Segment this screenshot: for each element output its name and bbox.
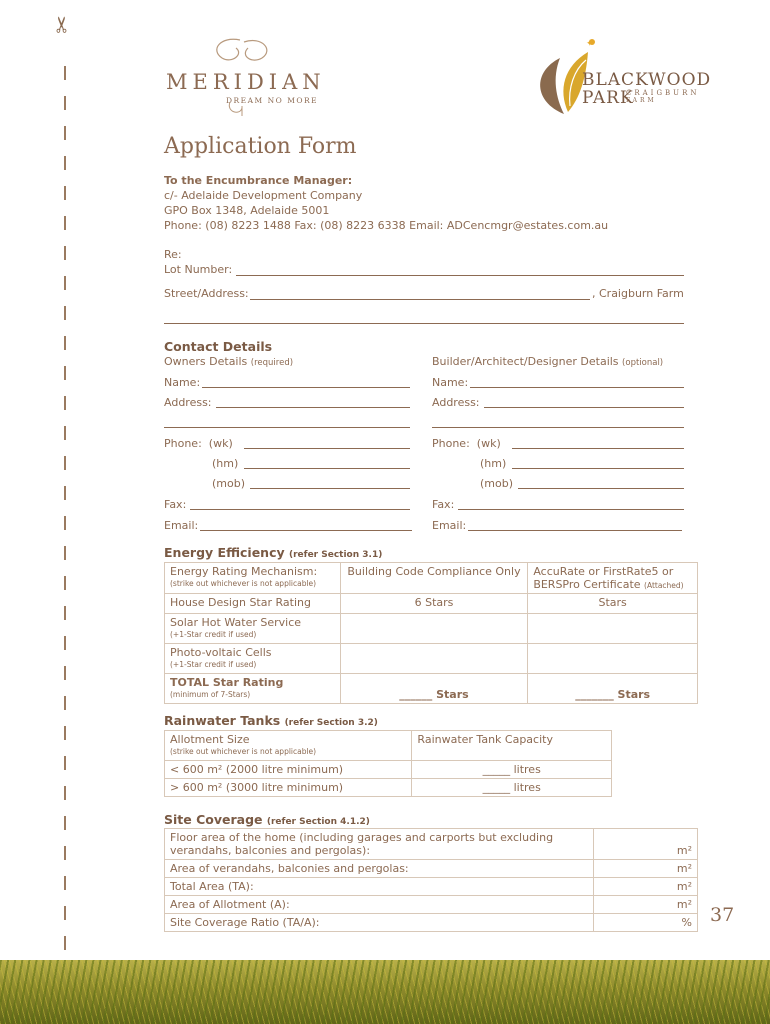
tank-small-field[interactable]: _____ litres [412, 761, 612, 779]
builder-name-field[interactable] [470, 387, 684, 388]
builder-phone-wk-field[interactable] [512, 448, 684, 449]
builder-email-label: Email: [432, 519, 467, 532]
owner-phone-wk-field[interactable] [244, 448, 410, 449]
rainwater-table [164, 730, 612, 797]
tank-capacity-label: Rainwater Tank Capacity [412, 731, 612, 761]
allotment-size-label: Allotment Size (strike out whichever is not applicable) [165, 731, 412, 761]
farm-word: FARM [626, 97, 657, 104]
builder-email-field[interactable] [468, 530, 682, 531]
floor-area-label: Floor area of the home (including garages and carports but excluding verandahs, balconies and pergolas): [165, 829, 594, 860]
blackwood-word: BLACKWOOD [582, 70, 712, 90]
site-coverage-table [164, 828, 698, 932]
park-word: PARK [582, 88, 634, 108]
house-rating-bcc: 6 Stars [340, 594, 528, 614]
street-address-field[interactable] [250, 299, 590, 300]
owner-phone-hm-field[interactable] [244, 468, 410, 469]
contact-heading: Contact Details [164, 339, 273, 354]
pv-label: Photo-voltaic Cells (+1-Star credit if used) [165, 644, 341, 674]
coverage-ratio-label: Site Coverage Ratio (TA/A): [165, 914, 594, 932]
street-address-label: Street/Address: [164, 287, 249, 300]
builder-phone-mob-field[interactable] [518, 488, 684, 489]
svg-text:✦: ✦ [586, 39, 594, 49]
builder-fax-label: Fax: [432, 498, 455, 511]
owner-phone-hm-label: (hm) [212, 457, 239, 470]
owner-address-field[interactable] [216, 407, 410, 408]
builder-heading: Builder/Architect/Designer Details (optional) [432, 355, 664, 368]
tank-large-field[interactable]: _____ litres [412, 779, 612, 797]
pv-accurate[interactable] [528, 644, 698, 674]
builder-address-field-2[interactable] [432, 427, 684, 428]
builder-phone-label: Phone: (wk) [432, 437, 501, 450]
owner-name-label: Name: [164, 376, 201, 389]
page-number: 37 [710, 904, 735, 926]
total-rating-bcc[interactable]: ______ Stars [340, 674, 528, 704]
owner-fax-label: Fax: [164, 498, 187, 511]
pv-bcc[interactable] [340, 644, 528, 674]
floor-area-field[interactable]: m² [594, 829, 698, 860]
allotment-large-option[interactable]: > 600 m² (3000 litre minimum) [165, 779, 412, 797]
energy-mechanism-cell: Energy Rating Mechanism: (strike out whichever is not applicable) [165, 563, 341, 594]
owner-phone-mob-field[interactable] [250, 488, 410, 489]
owner-address-label: Address: [164, 396, 212, 409]
accurate-option[interactable]: AccuRate or FirstRate5 or BERSPro Certificate (Attached) [528, 563, 698, 594]
owner-address-field-2[interactable] [164, 427, 410, 428]
total-rating-label: TOTAL Star Rating (minimum of 7-Stars) [165, 674, 341, 704]
site-coverage-heading: Site Coverage (refer Section 4.1.2) [164, 812, 370, 827]
meridian-logo [160, 36, 326, 116]
builder-phone-hm-field[interactable] [512, 468, 684, 469]
solar-accurate[interactable] [528, 614, 698, 644]
owner-fax-field[interactable] [190, 509, 410, 510]
meridian-tagline: DREAM NO MORE [226, 96, 319, 105]
owner-email-label: Email: [164, 519, 199, 532]
builder-name-label: Name: [432, 376, 469, 389]
builder-fax-field[interactable] [458, 509, 684, 510]
builder-phone-hm-label: (hm) [480, 457, 507, 470]
owner-email-field[interactable] [200, 530, 412, 531]
total-area-field[interactable]: m² [594, 878, 698, 896]
total-area-label: Total Area (TA): [165, 878, 594, 896]
grass-footer-image [0, 960, 770, 1024]
owner-phone-mob-label: (mob) [212, 477, 246, 490]
energy-table [164, 562, 698, 704]
coverage-ratio-field[interactable]: % [594, 914, 698, 932]
lot-number-label: Lot Number: [164, 263, 233, 276]
allotment-area-field[interactable]: m² [594, 896, 698, 914]
total-rating-accurate[interactable]: _______ Stars [528, 674, 698, 704]
addressee: To the Encumbrance Manager: [164, 174, 353, 187]
builder-phone-mob-label: (mob) [480, 477, 514, 490]
scissors-icon: ✂ [50, 15, 76, 34]
verandah-area-field[interactable]: m² [594, 860, 698, 878]
owner-name-field[interactable] [202, 387, 410, 388]
lot-number-field[interactable] [236, 275, 684, 276]
energy-heading: Energy Efficiency (refer Section 3.1) [164, 545, 383, 560]
re-label: Re: [164, 248, 182, 261]
allotment-small-option[interactable]: < 600 m² (2000 litre minimum) [165, 761, 412, 779]
rainwater-heading: Rainwater Tanks (refer Section 3.2) [164, 713, 378, 728]
house-rating-accurate[interactable]: Stars [528, 594, 698, 614]
page-title: Application Form [164, 134, 357, 159]
owners-heading: Owners Details (required) [164, 355, 294, 368]
solar-bcc[interactable] [340, 614, 528, 644]
house-rating-label: House Design Star Rating [165, 594, 341, 614]
suburb-label: , Craigburn Farm [592, 287, 684, 300]
solar-label: Solar Hot Water Service (+1-Star credit if used) [165, 614, 341, 644]
craigburn-word: CRAIGBURN [626, 89, 700, 97]
allotment-area-label: Area of Allotment (A): [165, 896, 594, 914]
verandah-area-label: Area of verandahs, balconies and pergolas: [165, 860, 594, 878]
address-line-1: c/- Adelaide Development Company [164, 189, 363, 202]
meridian-word: MERIDIAN [166, 70, 326, 94]
bcc-option[interactable]: Building Code Compliance Only [340, 563, 528, 594]
address-line-3: Phone: (08) 8223 1488 Fax: (08) 8223 6338 Email: ADCencmgr@estates.com.au [164, 219, 609, 232]
street-address-field-2[interactable] [164, 323, 684, 324]
owner-phone-label: Phone: (wk) [164, 437, 233, 450]
builder-address-field[interactable] [484, 407, 684, 408]
address-line-2: GPO Box 1348, Adelaide 5001 [164, 204, 330, 217]
builder-address-label: Address: [432, 396, 480, 409]
